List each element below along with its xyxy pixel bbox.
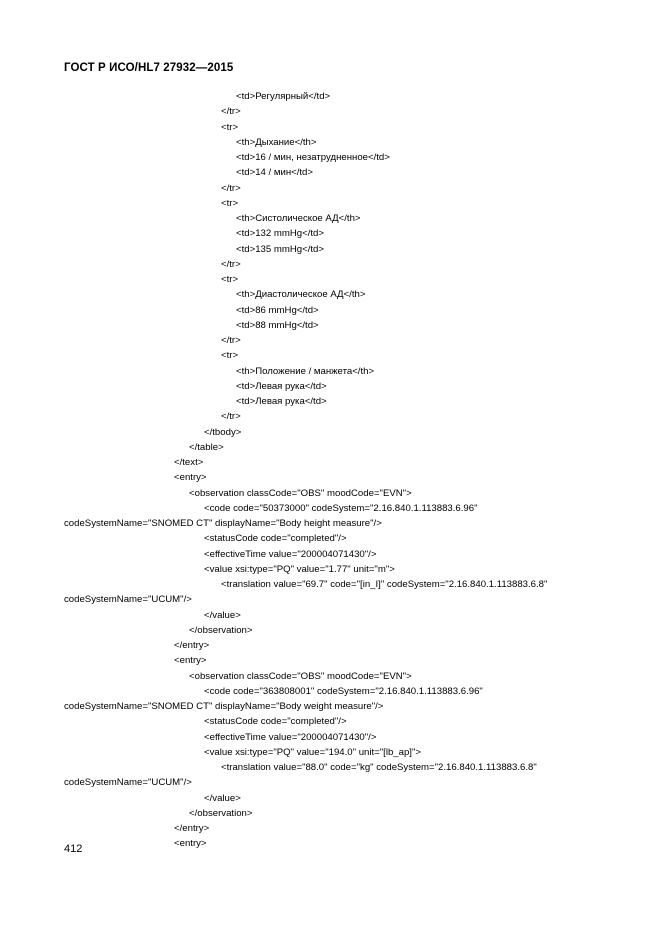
code-line: </tr> xyxy=(221,259,241,270)
code-line: </tbody> xyxy=(204,427,242,438)
code-line: codeSystemName="SNOMED CT" displayName="Body height measure"/> xyxy=(64,518,382,529)
code-line: </observation> xyxy=(189,808,253,819)
code-line: <statusCode code="completed"/> xyxy=(204,533,347,544)
code-line: <value xsi:type="PQ" value="1.77" unit="m"> xyxy=(204,564,395,575)
code-line: </tr> xyxy=(221,411,241,422)
code-line: </table> xyxy=(189,442,224,453)
code-line: <td>135 mmHg</td> xyxy=(236,244,324,255)
code-line: <th>Диастолическое АД</th> xyxy=(236,289,366,300)
code-line: <observation classCode="OBS" moodCode="EVN"> xyxy=(189,488,412,499)
code-line: <td>132 mmHg</td> xyxy=(236,228,324,239)
code-line: <th>Положение / манжета</th> xyxy=(236,366,375,377)
code-line: <effectiveTime value="200004071430"/> xyxy=(204,732,377,743)
code-line: <code code="50373000" codeSystem="2.16.840.1.113883.6.96" xyxy=(204,503,478,514)
code-line: <td>Левая рука</td> xyxy=(236,381,327,392)
code-line: codeSystemName="UCUM"/> xyxy=(64,594,192,605)
code-line: </entry> xyxy=(174,640,210,651)
code-line: <effectiveTime value="200004071430"/> xyxy=(204,549,377,560)
code-line: <statusCode code="completed"/> xyxy=(204,716,347,727)
code-line: <entry> xyxy=(174,472,207,483)
code-line: </entry> xyxy=(174,823,210,834)
code-line: <translation value="88.0" code="kg" codeSystem="2.16.840.1.113883.6.8" xyxy=(221,762,537,773)
code-line: <th>Дыхание</th> xyxy=(236,137,317,148)
code-line: <th>Систолическое АД</th> xyxy=(236,213,361,224)
code-line: <td>16 / мин, незатрудненное</td> xyxy=(236,152,390,163)
code-line: <tr> xyxy=(221,198,239,209)
code-line: <translation value="69.7" code="[in_I]" codeSystem="2.16.840.1.113883.6.8" xyxy=(221,579,548,590)
page-number: 412 xyxy=(64,843,83,855)
code-line: </tr> xyxy=(221,183,241,194)
code-line: <td>14 / мин</td> xyxy=(236,167,313,178)
code-line: <tr> xyxy=(221,274,239,285)
code-line: <code code="363808001" codeSystem="2.16.840.1.113883.6.96" xyxy=(204,686,483,697)
code-line: </text> xyxy=(174,457,204,468)
code-line: <entry> xyxy=(174,838,207,849)
code-line: codeSystemName="UCUM"/> xyxy=(64,777,192,788)
code-line: <tr> xyxy=(221,350,239,361)
code-line: codeSystemName="SNOMED CT" displayName="Body weight measure"/> xyxy=(64,701,384,712)
code-line: <td>86 mmHg</td> xyxy=(236,305,319,316)
code-line: </tr> xyxy=(221,335,241,346)
code-line: </value> xyxy=(204,793,241,804)
code-line: <td>88 mmHg</td> xyxy=(236,320,319,331)
code-line: </observation> xyxy=(189,625,253,636)
document-header: ГОСТ Р ИСО/HL7 27932—2015 xyxy=(64,62,234,74)
code-line: <value xsi:type="PQ" value="194.0" unit="[lb_ap]"> xyxy=(204,747,421,758)
code-line: <entry> xyxy=(174,655,207,666)
code-line: </tr> xyxy=(221,106,241,117)
code-line: <td>Регулярный</td> xyxy=(236,91,331,102)
code-line: <observation classCode="OBS" moodCode="EVN"> xyxy=(189,671,412,682)
code-line: <td>Левая рука</td> xyxy=(236,396,327,407)
code-line: <tr> xyxy=(221,122,239,133)
code-line: </value> xyxy=(204,610,241,621)
